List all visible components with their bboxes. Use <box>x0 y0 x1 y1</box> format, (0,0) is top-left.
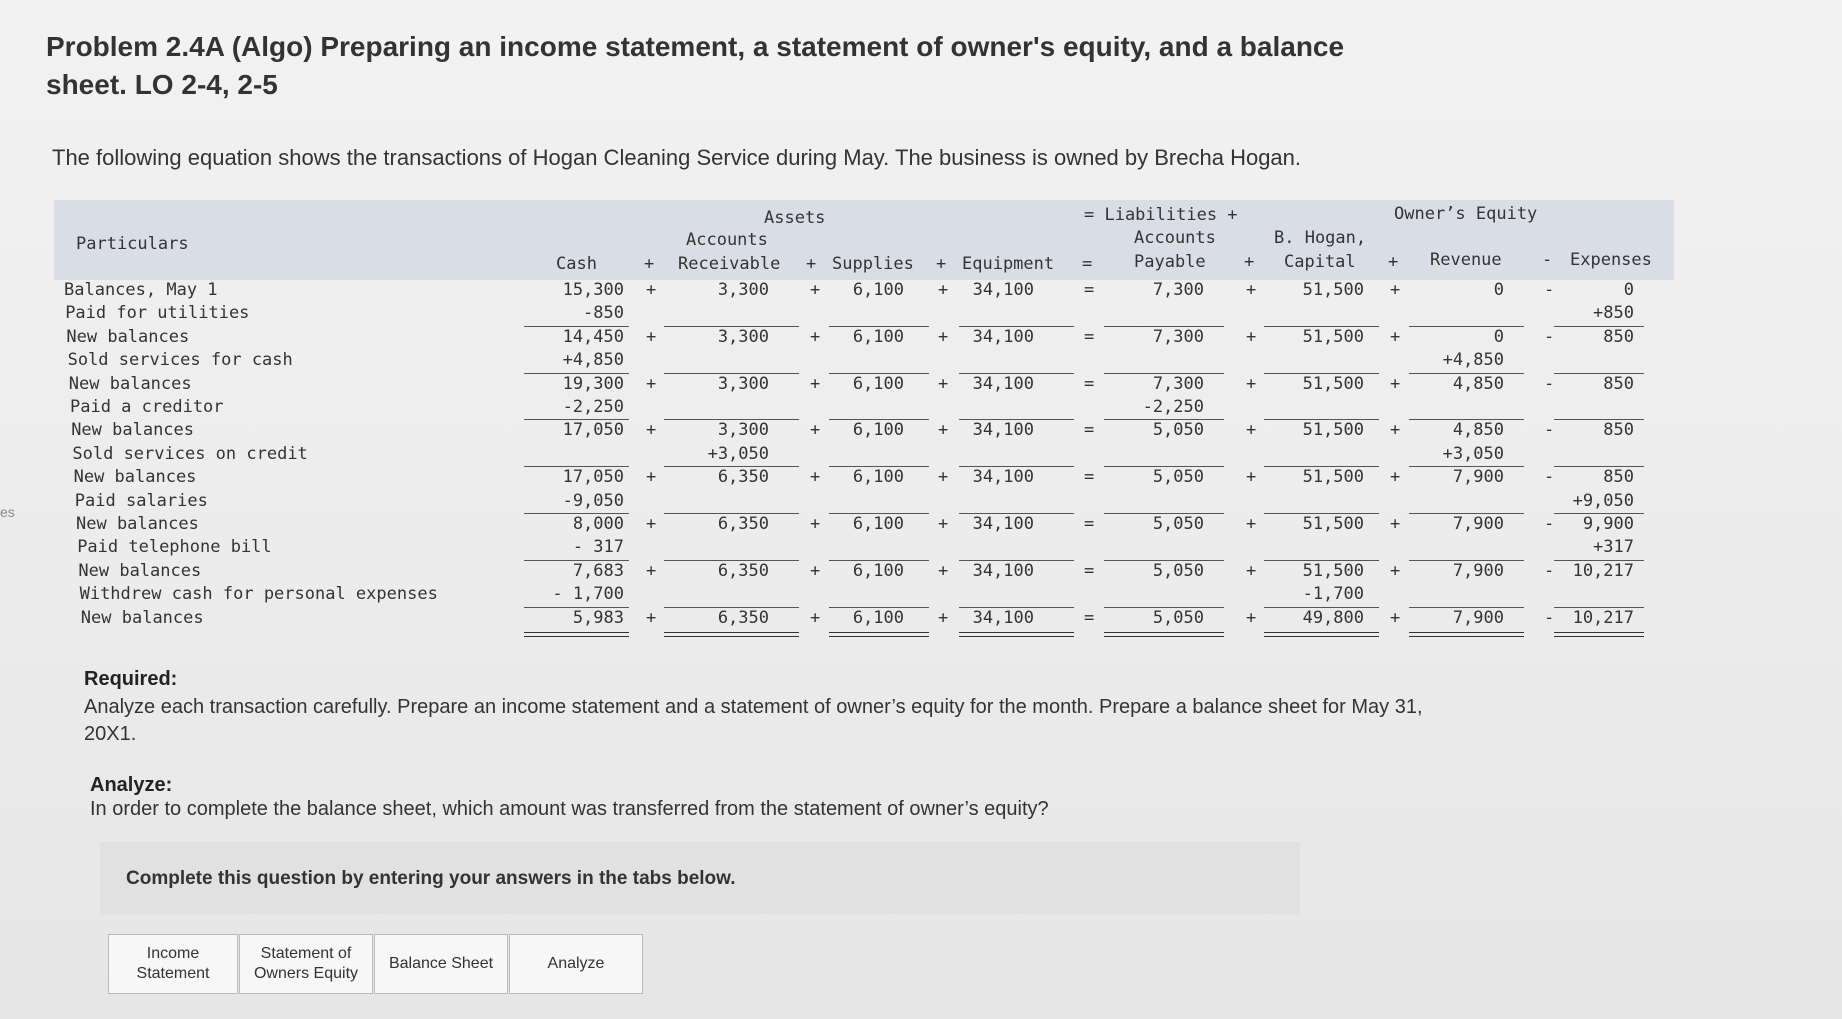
operator-sign: + <box>810 514 821 534</box>
operator-sign: - <box>1544 607 1555 628</box>
operator-sign: + <box>646 560 657 581</box>
cell-cash: -9,050 <box>562 490 624 511</box>
cell-exp: +317 <box>1593 537 1634 558</box>
row-label: New balances <box>68 373 192 394</box>
operator-sign: + <box>646 373 657 394</box>
cell-rev: +4,850 <box>1442 350 1504 371</box>
operator-sign: - <box>1544 280 1555 300</box>
header-particulars: Particulars <box>76 234 189 254</box>
cell-cash: 19,300 <box>562 373 624 394</box>
operator-sign: = <box>1084 514 1095 534</box>
row-label: New balances <box>76 514 199 534</box>
row-label: Paid salaries <box>74 490 208 511</box>
cell-exp: 850 <box>1603 420 1634 441</box>
operator-sign: + <box>1246 560 1257 581</box>
row-label: New balances <box>71 420 195 441</box>
cell-cash: 5,983 <box>572 607 624 628</box>
cell-cap: 49,800 <box>1302 607 1364 628</box>
cell-ar: 3,300 <box>717 280 769 300</box>
cell-sup: 6,100 <box>852 326 904 347</box>
operator-sign: + <box>938 514 949 534</box>
operator-sign: + <box>810 467 821 488</box>
total-double-line <box>959 632 1074 637</box>
edge-text: es <box>0 504 15 520</box>
cell-cash: 15,300 <box>562 280 624 300</box>
cell-eqp: 34,100 <box>972 280 1034 300</box>
cell-cap: 51,500 <box>1302 280 1364 300</box>
row-label: New balances <box>78 560 202 581</box>
header-equals: = <box>1082 254 1093 274</box>
cell-rev: 7,900 <box>1452 560 1504 581</box>
operator-sign: + <box>1390 373 1401 394</box>
operator-sign: = <box>1084 467 1095 488</box>
operator-sign: - <box>1544 420 1555 441</box>
cell-exp: 850 <box>1603 467 1634 488</box>
cell-exp: 10,217 <box>1572 560 1634 581</box>
analyze-text: In order to complete the balance sheet, which amount was transferred from the statement of owner’s equity? <box>90 798 1049 820</box>
operator-sign: + <box>646 420 657 441</box>
cell-ar: 6,350 <box>717 514 769 534</box>
cell-exp: 0 <box>1623 280 1634 300</box>
cell-cash: 8,000 <box>572 514 624 534</box>
row-label: Balances, May 1 <box>64 280 218 300</box>
operator-sign: + <box>938 607 949 628</box>
cell-sup: 6,100 <box>852 607 904 628</box>
operator-sign: = <box>1084 560 1095 581</box>
cell-exp: +850 <box>1593 303 1634 324</box>
row-label: Paid for utilities <box>65 303 250 324</box>
cell-cap: -1,700 <box>1302 584 1364 605</box>
cell-exp: 850 <box>1603 373 1634 394</box>
header-accounts: Accounts <box>686 230 768 250</box>
cell-ap: 7,300 <box>1152 373 1204 394</box>
header-equipment: Equipment <box>962 254 1055 274</box>
cell-ar: 6,350 <box>717 467 769 488</box>
operator-sign: + <box>1246 373 1257 394</box>
total-double-line <box>1409 632 1524 637</box>
header-cash: Cash <box>556 254 597 274</box>
operator-sign: + <box>1390 607 1401 628</box>
cell-cash: 14,450 <box>562 326 624 347</box>
operator-sign: + <box>1246 280 1257 300</box>
operator-sign: + <box>1246 467 1257 488</box>
cell-sup: 6,100 <box>852 467 904 488</box>
operator-sign: - <box>1544 514 1555 534</box>
required-title: Required: <box>84 668 178 690</box>
row-label: Sold services for cash <box>67 350 293 371</box>
answer-tabs <box>108 934 644 994</box>
cell-cap: 51,500 <box>1302 373 1364 394</box>
cell-rev: 0 <box>1493 326 1504 347</box>
row-label: Paid telephone bill <box>77 537 272 558</box>
header-payable: Payable <box>1134 252 1206 272</box>
header-minus: - <box>1542 250 1553 270</box>
cell-ar: +3,050 <box>707 443 769 464</box>
operator-sign: = <box>1084 607 1095 628</box>
cell-cash: +4,850 <box>562 350 624 371</box>
operator-sign: + <box>646 326 657 347</box>
problem-intro: The following equation shows the transactions of Hogan Cleaning Service during May. The business is owned by Brecha Hogan. <box>52 145 1302 170</box>
header-hogan: B. Hogan, <box>1274 228 1367 248</box>
header-plus-3: + <box>936 254 947 274</box>
header-capital: Capital <box>1284 252 1356 272</box>
cell-exp: 10,217 <box>1572 607 1634 628</box>
analyze-title: Analyze: <box>90 774 173 796</box>
cell-cash: 17,050 <box>562 467 624 488</box>
operator-sign: + <box>938 373 949 394</box>
cell-rev: 4,850 <box>1452 420 1504 441</box>
operator-sign: + <box>810 373 821 394</box>
cell-eqp: 34,100 <box>972 560 1034 581</box>
operator-sign: - <box>1544 467 1555 488</box>
row-label: New balances <box>66 326 190 347</box>
operator-sign: + <box>646 280 657 300</box>
cell-ar: 6,350 <box>717 560 769 581</box>
operator-sign: = <box>1084 373 1095 394</box>
operator-sign: + <box>810 420 821 441</box>
operator-sign: = <box>1084 280 1095 300</box>
tab-income-statement[interactable]: Income Statement <box>108 934 238 994</box>
cell-eqp: 34,100 <box>972 326 1034 347</box>
row-label: Paid a creditor <box>70 397 224 417</box>
operator-sign: - <box>1544 326 1555 347</box>
operator-sign: + <box>1390 467 1401 488</box>
header-expenses: Expenses <box>1570 250 1652 270</box>
operator-sign: + <box>646 467 657 488</box>
cell-sup: 6,100 <box>852 420 904 441</box>
operator-sign: + <box>1390 514 1401 534</box>
header-plus-4: + <box>1244 252 1255 272</box>
header-accounts-payable-top: Accounts <box>1134 228 1216 248</box>
operator-sign: + <box>1390 280 1401 300</box>
row-label: New balances <box>80 607 204 628</box>
cell-ap: 7,300 <box>1152 280 1204 300</box>
problem-title: Problem 2.4A (Algo) Preparing an income statement, a statement of owner's equity, and a balance sheet. LO 2-4, 2-5 <box>46 31 1345 100</box>
cell-ap: 5,050 <box>1152 467 1204 488</box>
cell-cap: 51,500 <box>1302 514 1364 534</box>
header-receivable: Receivable <box>678 254 781 274</box>
operator-sign: - <box>1544 560 1555 581</box>
tab-analyze[interactable]: Analyze <box>509 934 643 994</box>
header-supplies: Supplies <box>832 254 914 274</box>
cell-ap: -2,250 <box>1142 397 1204 417</box>
operator-sign: = <box>1084 326 1095 347</box>
operator-sign: + <box>810 280 821 300</box>
cell-ap: 7,300 <box>1152 326 1204 347</box>
tab-statement-of-owners-equity[interactable]: Statement of Owners Equity <box>239 934 373 994</box>
operator-sign: + <box>1246 420 1257 441</box>
cell-ar: 3,300 <box>717 326 769 347</box>
cell-cash: 17,050 <box>562 420 624 441</box>
cell-cap: 51,500 <box>1302 420 1364 441</box>
cell-exp: +9,050 <box>1572 490 1634 511</box>
cell-ap: 5,050 <box>1152 420 1204 441</box>
cell-sup: 6,100 <box>852 560 904 581</box>
header-plus-1: + <box>644 254 655 274</box>
tab-balance-sheet[interactable]: Balance Sheet <box>374 934 508 994</box>
cell-eqp: 34,100 <box>972 607 1034 628</box>
cell-ar: 3,300 <box>717 373 769 394</box>
cell-eqp: 34,100 <box>972 514 1034 534</box>
total-double-line <box>1554 632 1644 637</box>
cell-cash: - 317 <box>572 537 624 558</box>
operator-sign: + <box>646 514 657 534</box>
row-label: New balances <box>73 467 197 488</box>
cell-eqp: 34,100 <box>972 467 1034 488</box>
row-label: Withdrew cash for personal expenses <box>79 584 438 605</box>
cell-rev: 7,900 <box>1452 514 1504 534</box>
cell-exp: 850 <box>1603 326 1634 347</box>
row-label: Sold services on credit <box>72 443 308 464</box>
operator-sign: + <box>1390 326 1401 347</box>
cell-ar: 6,350 <box>717 607 769 628</box>
cell-rev: 7,900 <box>1452 467 1504 488</box>
total-double-line <box>829 632 929 637</box>
instructions-text: Complete this question by entering your answers in the tabs below. <box>126 868 736 889</box>
operator-sign: + <box>1390 420 1401 441</box>
operator-sign: + <box>938 280 949 300</box>
operator-sign: + <box>938 420 949 441</box>
total-double-line <box>524 632 629 637</box>
operator-sign: + <box>1390 560 1401 581</box>
operator-sign: + <box>646 607 657 628</box>
cell-ap: 5,050 <box>1152 607 1204 628</box>
operator-sign: + <box>1246 607 1257 628</box>
required-text: Analyze each transaction carefully. Prepare an income statement and a statement of owner’s equity for the month. Prepare a balance sheet for May 31, 20X1. <box>84 696 1423 745</box>
cell-cash: -850 <box>583 303 624 324</box>
transaction-table <box>54 200 1674 650</box>
cell-ap: 5,050 <box>1152 560 1204 581</box>
cell-eqp: 34,100 <box>972 373 1034 394</box>
header-revenue: Revenue <box>1430 250 1502 270</box>
header-plus-5: + <box>1388 252 1399 272</box>
operator-sign: + <box>1246 326 1257 347</box>
cell-cash: 7,683 <box>572 560 624 581</box>
cell-sup: 6,100 <box>852 280 904 300</box>
cell-cap: 51,500 <box>1302 326 1364 347</box>
operator-sign: + <box>938 467 949 488</box>
header-plus-2: + <box>806 254 817 274</box>
cell-cash: - 1,700 <box>552 584 624 605</box>
cell-rev: 4,850 <box>1452 373 1504 394</box>
cell-rev: +3,050 <box>1442 443 1504 464</box>
total-double-line <box>1104 632 1224 637</box>
cell-ar: 3,300 <box>717 420 769 441</box>
cell-sup: 6,100 <box>852 373 904 394</box>
operator-sign: + <box>810 326 821 347</box>
cell-rev: 0 <box>1493 280 1504 300</box>
operator-sign: + <box>810 607 821 628</box>
header-assets: Assets <box>764 208 826 228</box>
cell-eqp: 34,100 <box>972 420 1034 441</box>
operator-sign: + <box>938 326 949 347</box>
instructions-box <box>100 842 1300 914</box>
total-double-line <box>1264 632 1379 637</box>
header-owners-equity: Owner’s Equity <box>1394 204 1538 224</box>
total-double-line <box>664 632 799 637</box>
operator-sign: + <box>810 560 821 581</box>
operator-sign: - <box>1544 373 1555 394</box>
operator-sign: + <box>1246 514 1257 534</box>
cell-exp: 9,900 <box>1582 514 1634 534</box>
cell-rev: 7,900 <box>1452 607 1504 628</box>
cell-cap: 51,500 <box>1302 560 1364 581</box>
operator-sign: + <box>938 560 949 581</box>
cell-ap: 5,050 <box>1152 514 1204 534</box>
operator-sign: = <box>1084 420 1095 441</box>
cell-cash: -2,250 <box>562 397 624 417</box>
cell-cap: 51,500 <box>1302 467 1364 488</box>
header-liabilities: = Liabilities + <box>1084 205 1238 225</box>
cell-sup: 6,100 <box>852 514 904 534</box>
